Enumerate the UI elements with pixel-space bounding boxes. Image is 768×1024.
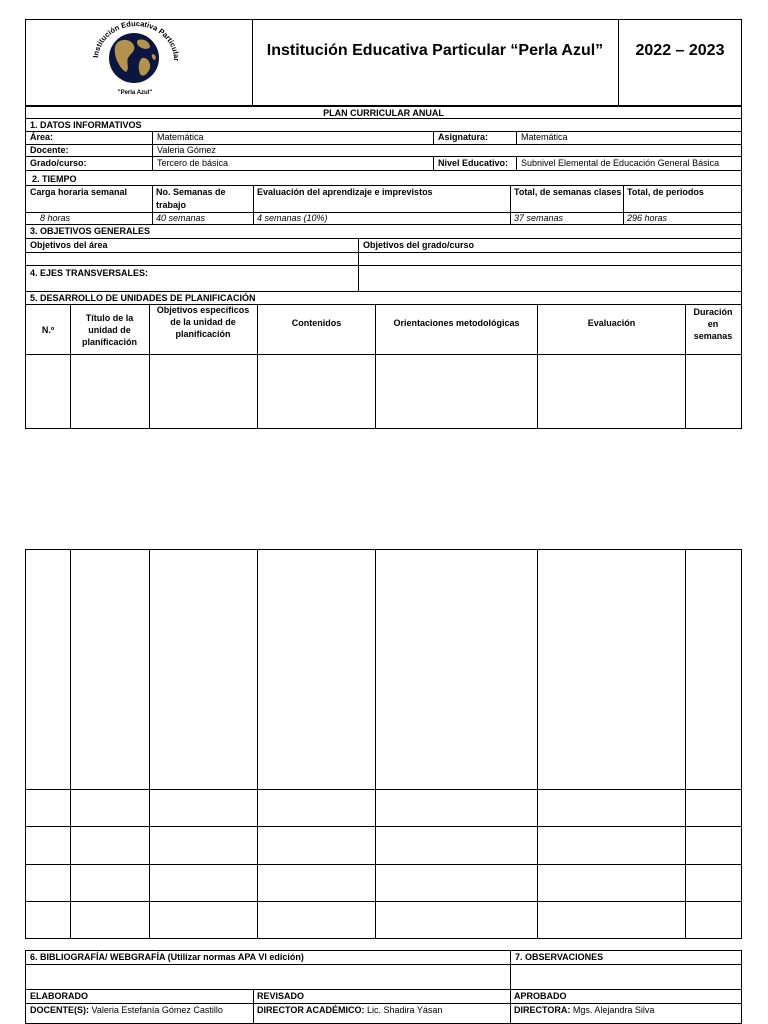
logo-caption: "Perla Azul" — [117, 90, 153, 96]
tiempo-section-label: 2. TIEMPO — [32, 174, 77, 184]
observaciones-label: 7. OBSERVACIONES — [515, 952, 604, 962]
revisado-label: REVISADO — [257, 991, 305, 1001]
director-signature — [257, 1005, 442, 1016]
docente-label: Docente: — [30, 145, 69, 155]
ejes-section-label: 4. EJES TRANSVERSALES: — [30, 268, 149, 278]
unidades-section-label: 5. DESARROLLO DE UNIDADES DE PLANIFICACIÓN — [30, 293, 256, 303]
grado-label: Grado/curso: — [30, 158, 87, 168]
nivel-value: Subnivel Elemental de Educación General Básica — [521, 158, 720, 168]
asignatura-label: Asignatura: — [438, 132, 489, 142]
directora-signature — [514, 1005, 654, 1016]
col-evaluacion-header: Evaluación — [587, 318, 636, 328]
area-value: Matemática — [157, 132, 204, 142]
total-semanas-value: 37 semanas — [514, 213, 564, 223]
carga-horaria-header: Carga horaria semanal — [30, 187, 128, 197]
total-periodos-header: Total, de periodos — [627, 187, 704, 197]
objetivos-area-header: Objetivos del área — [30, 240, 108, 250]
objetivos-grado-header: Objetivos del grado/curso — [363, 240, 475, 250]
directora-signature-label: DIRECTORA: — [514, 1005, 571, 1015]
director-signature-label: DIRECTOR ACADÉMICO: — [257, 1005, 365, 1015]
datos-section-label: 1. DATOS INFORMATIVOS — [30, 120, 142, 130]
grado-value: Tercero de básica — [157, 158, 229, 168]
docente-signature-value: Valeria Estefanía Gómez Castillo — [91, 1005, 223, 1015]
unidades-continuation-table — [25, 549, 742, 939]
aprobado-label: APROBADO — [514, 991, 567, 1001]
col-titulo-header: Título de la unidad de planificación — [81, 312, 137, 347]
carga-horaria-value: 8 horas — [40, 213, 71, 223]
document-title: Institución Educativa Particular “Perla Azul” — [266, 42, 604, 59]
nivel-label: Nivel Educativo: — [438, 158, 509, 168]
total-periodos-value: 296 horas — [627, 213, 668, 223]
logo-arc-text: Institución Educativa Particular — [91, 20, 182, 62]
director-signature-value: Lic. Shadira Yásan — [367, 1005, 443, 1015]
docente-value: Valeria Gómez — [157, 145, 216, 155]
semanas-trabajo-value: 40 semanas — [156, 213, 206, 223]
elaborado-label: ELABORADO — [30, 991, 88, 1001]
semanas-trabajo-header: No. Semanas de — [156, 187, 226, 197]
directora-signature-value: Mgs. Alejandra Silva — [572, 1005, 655, 1015]
docente-signature — [30, 1005, 223, 1016]
col-numero-header: N.º — [41, 324, 55, 335]
col-objetivos-header: Objetivos específicos de la unidad de planificación — [156, 305, 250, 339]
bibliografia-label: 6. BIBLIOGRAFÍA/ WEBGRAFÍA (Utilizar normas APA VI edición) — [30, 952, 304, 962]
col-contenidos-header: Contenidos — [291, 318, 342, 328]
col-orientaciones-header: Orientaciones metodológicas — [393, 318, 520, 328]
semanas-trabajo-header-2: trabajo — [156, 200, 187, 210]
asignatura-value: Matemática — [521, 132, 568, 142]
area-label: Área: — [30, 132, 54, 142]
col-duracion-header: Duración en semanas — [693, 306, 733, 341]
school-year: 2022 – 2023 — [635, 42, 725, 59]
objetivos-section-label: 3. OBJETIVOS GENERALES — [30, 226, 151, 236]
docente-signature-label: DOCENTE(S): — [30, 1005, 89, 1015]
plan-title: PLAN CURRICULAR ANUAL — [25, 106, 742, 119]
evaluacion-imprevistos-header: Evaluación del aprendizaje e imprevistos — [257, 187, 433, 197]
evaluacion-imprevistos-value: 4 semanas (10%) — [257, 213, 328, 223]
school-logo — [80, 20, 190, 100]
total-semanas-header: Total, de semanas clases — [514, 187, 622, 197]
